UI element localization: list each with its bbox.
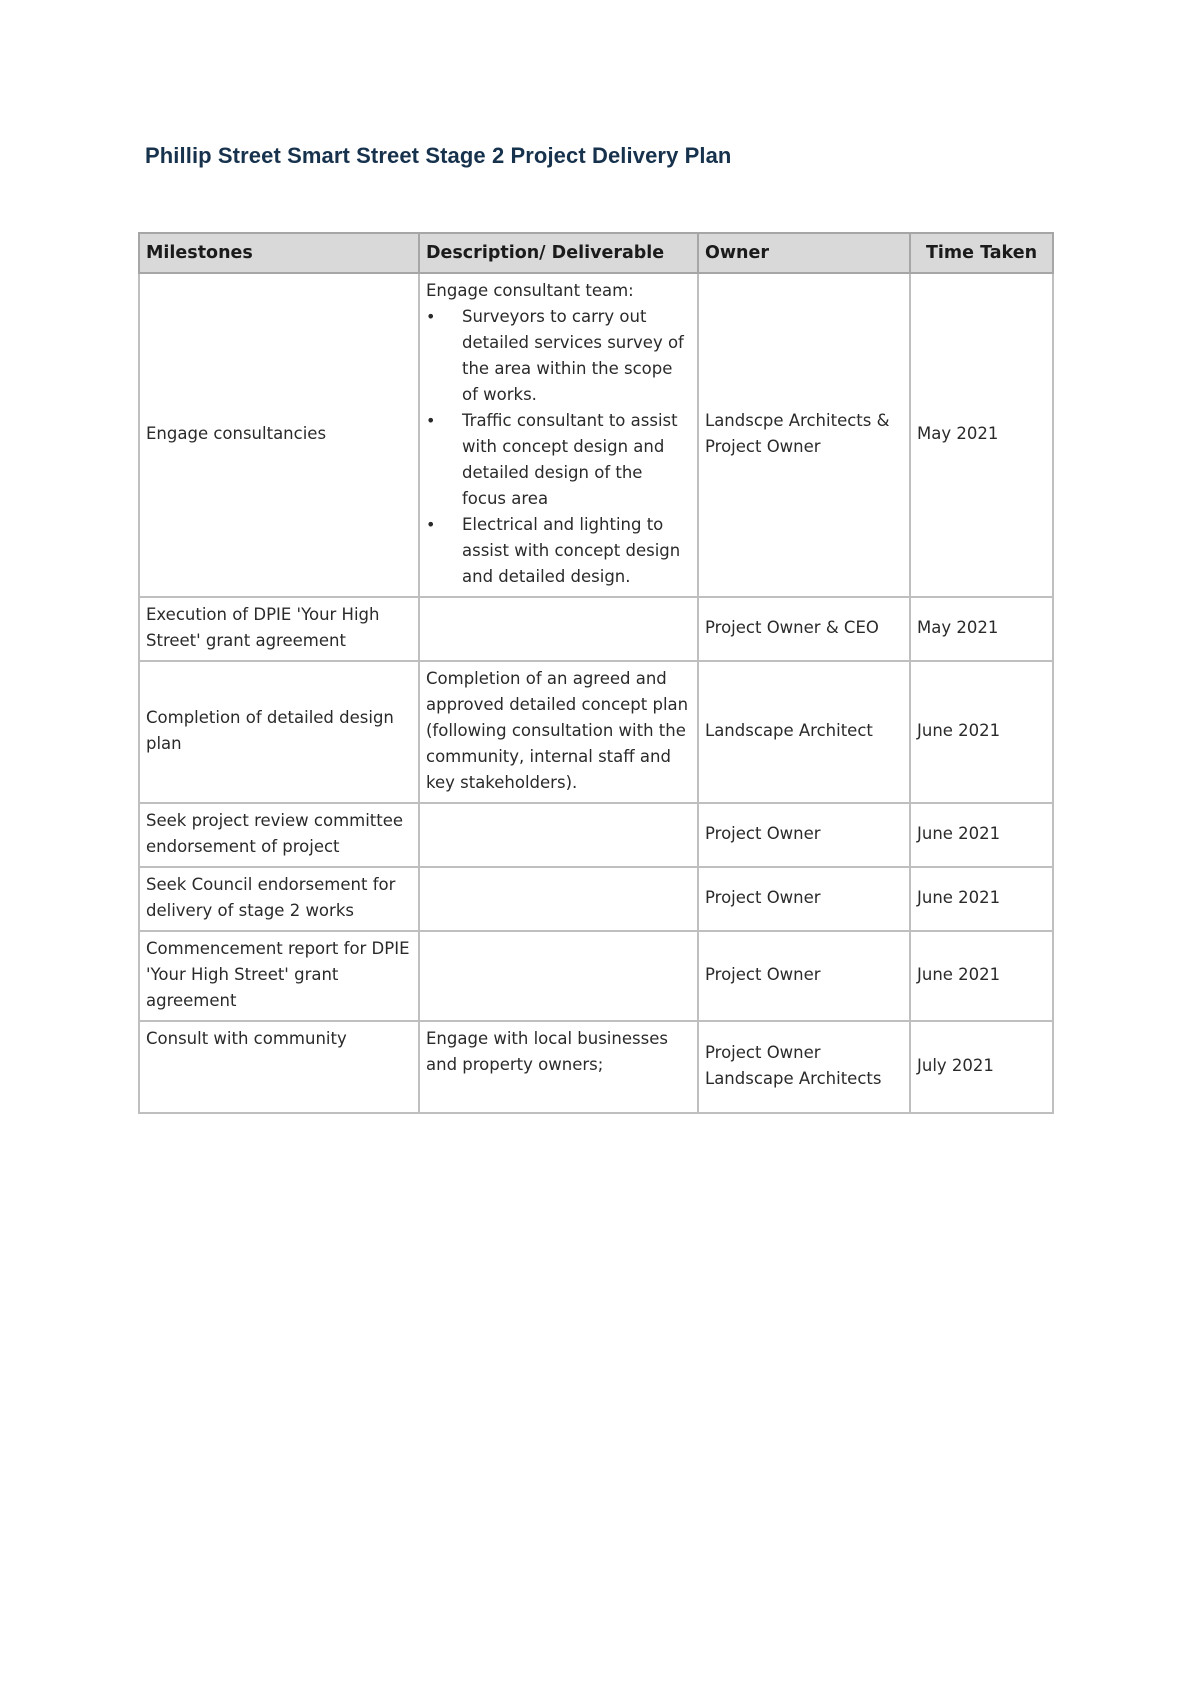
table-row: [139, 597, 1053, 661]
table-row: [139, 1021, 1053, 1113]
document-title: Phillip Street Smart Street Stage 2 Project Delivery Plan: [145, 143, 732, 168]
owner-cell: Landscpe Architects & Project Owner: [698, 273, 910, 597]
description-cell: Completion of an agreed and approved detailed concept plan (following consultation with the community, internal staff and key stakeholders).: [419, 661, 698, 803]
time-cell: May 2021: [910, 273, 1053, 597]
description-bullet-list: [426, 304, 691, 590]
header-description: Description/ Deliverable: [419, 233, 698, 273]
table-row: [139, 661, 1053, 803]
milestone-cell: Completion of detailed design plan: [139, 661, 419, 803]
table-row: [139, 867, 1053, 931]
delivery-plan-table: [138, 232, 1054, 1114]
description-cell: [419, 273, 698, 597]
owner-line: Landscape Architects: [705, 1069, 882, 1088]
bullet-item: • Traffic consultant to assist with concept design and detailed design of the focus area: [426, 408, 691, 512]
milestone-cell: Seek Council endorsement for delivery of stage 2 works: [139, 867, 419, 931]
time-cell: June 2021: [910, 661, 1053, 803]
milestone-cell: Seek project review committee endorsement of project: [139, 803, 419, 867]
milestone-cell: Commencement report for DPIE 'Your High Street' grant agreement: [139, 931, 419, 1021]
owner-line: Project Owner: [705, 1043, 821, 1062]
owner-cell: Project Owner: [698, 931, 910, 1021]
time-cell: June 2021: [910, 867, 1053, 931]
description-cell: [419, 931, 698, 1021]
milestone-cell: Engage consultancies: [139, 273, 419, 597]
milestone-cell: Consult with community: [139, 1021, 419, 1113]
owner-cell: Landscape Architect: [698, 661, 910, 803]
bullet-item: • Electrical and lighting to assist with concept design and detailed design.: [426, 512, 691, 590]
time-cell: June 2021: [910, 931, 1053, 1021]
bullet-item: • Surveyors to carry out detailed services survey of the area within the scope of works.: [426, 304, 691, 408]
table-header-row: [139, 233, 1053, 273]
description-cell: [419, 867, 698, 931]
table-row: [139, 803, 1053, 867]
header-owner: Owner: [698, 233, 910, 273]
time-cell: July 2021: [910, 1021, 1053, 1113]
milestone-cell: Execution of DPIE 'Your High Street' grant agreement: [139, 597, 419, 661]
time-cell: June 2021: [910, 803, 1053, 867]
owner-cell: [698, 1021, 910, 1113]
time-cell: May 2021: [910, 597, 1053, 661]
owner-cell: Project Owner: [698, 803, 910, 867]
header-milestones: Milestones: [139, 233, 419, 273]
owner-cell: Project Owner & CEO: [698, 597, 910, 661]
owner-cell: Project Owner: [698, 867, 910, 931]
description-cell: Engage with local businesses and property owners;: [419, 1021, 698, 1113]
description-cell: [419, 803, 698, 867]
header-time-taken: Time Taken: [910, 233, 1053, 273]
description-cell: [419, 597, 698, 661]
description-intro: Engage consultant team:: [426, 281, 634, 300]
table-row: [139, 273, 1053, 597]
table-row: [139, 931, 1053, 1021]
